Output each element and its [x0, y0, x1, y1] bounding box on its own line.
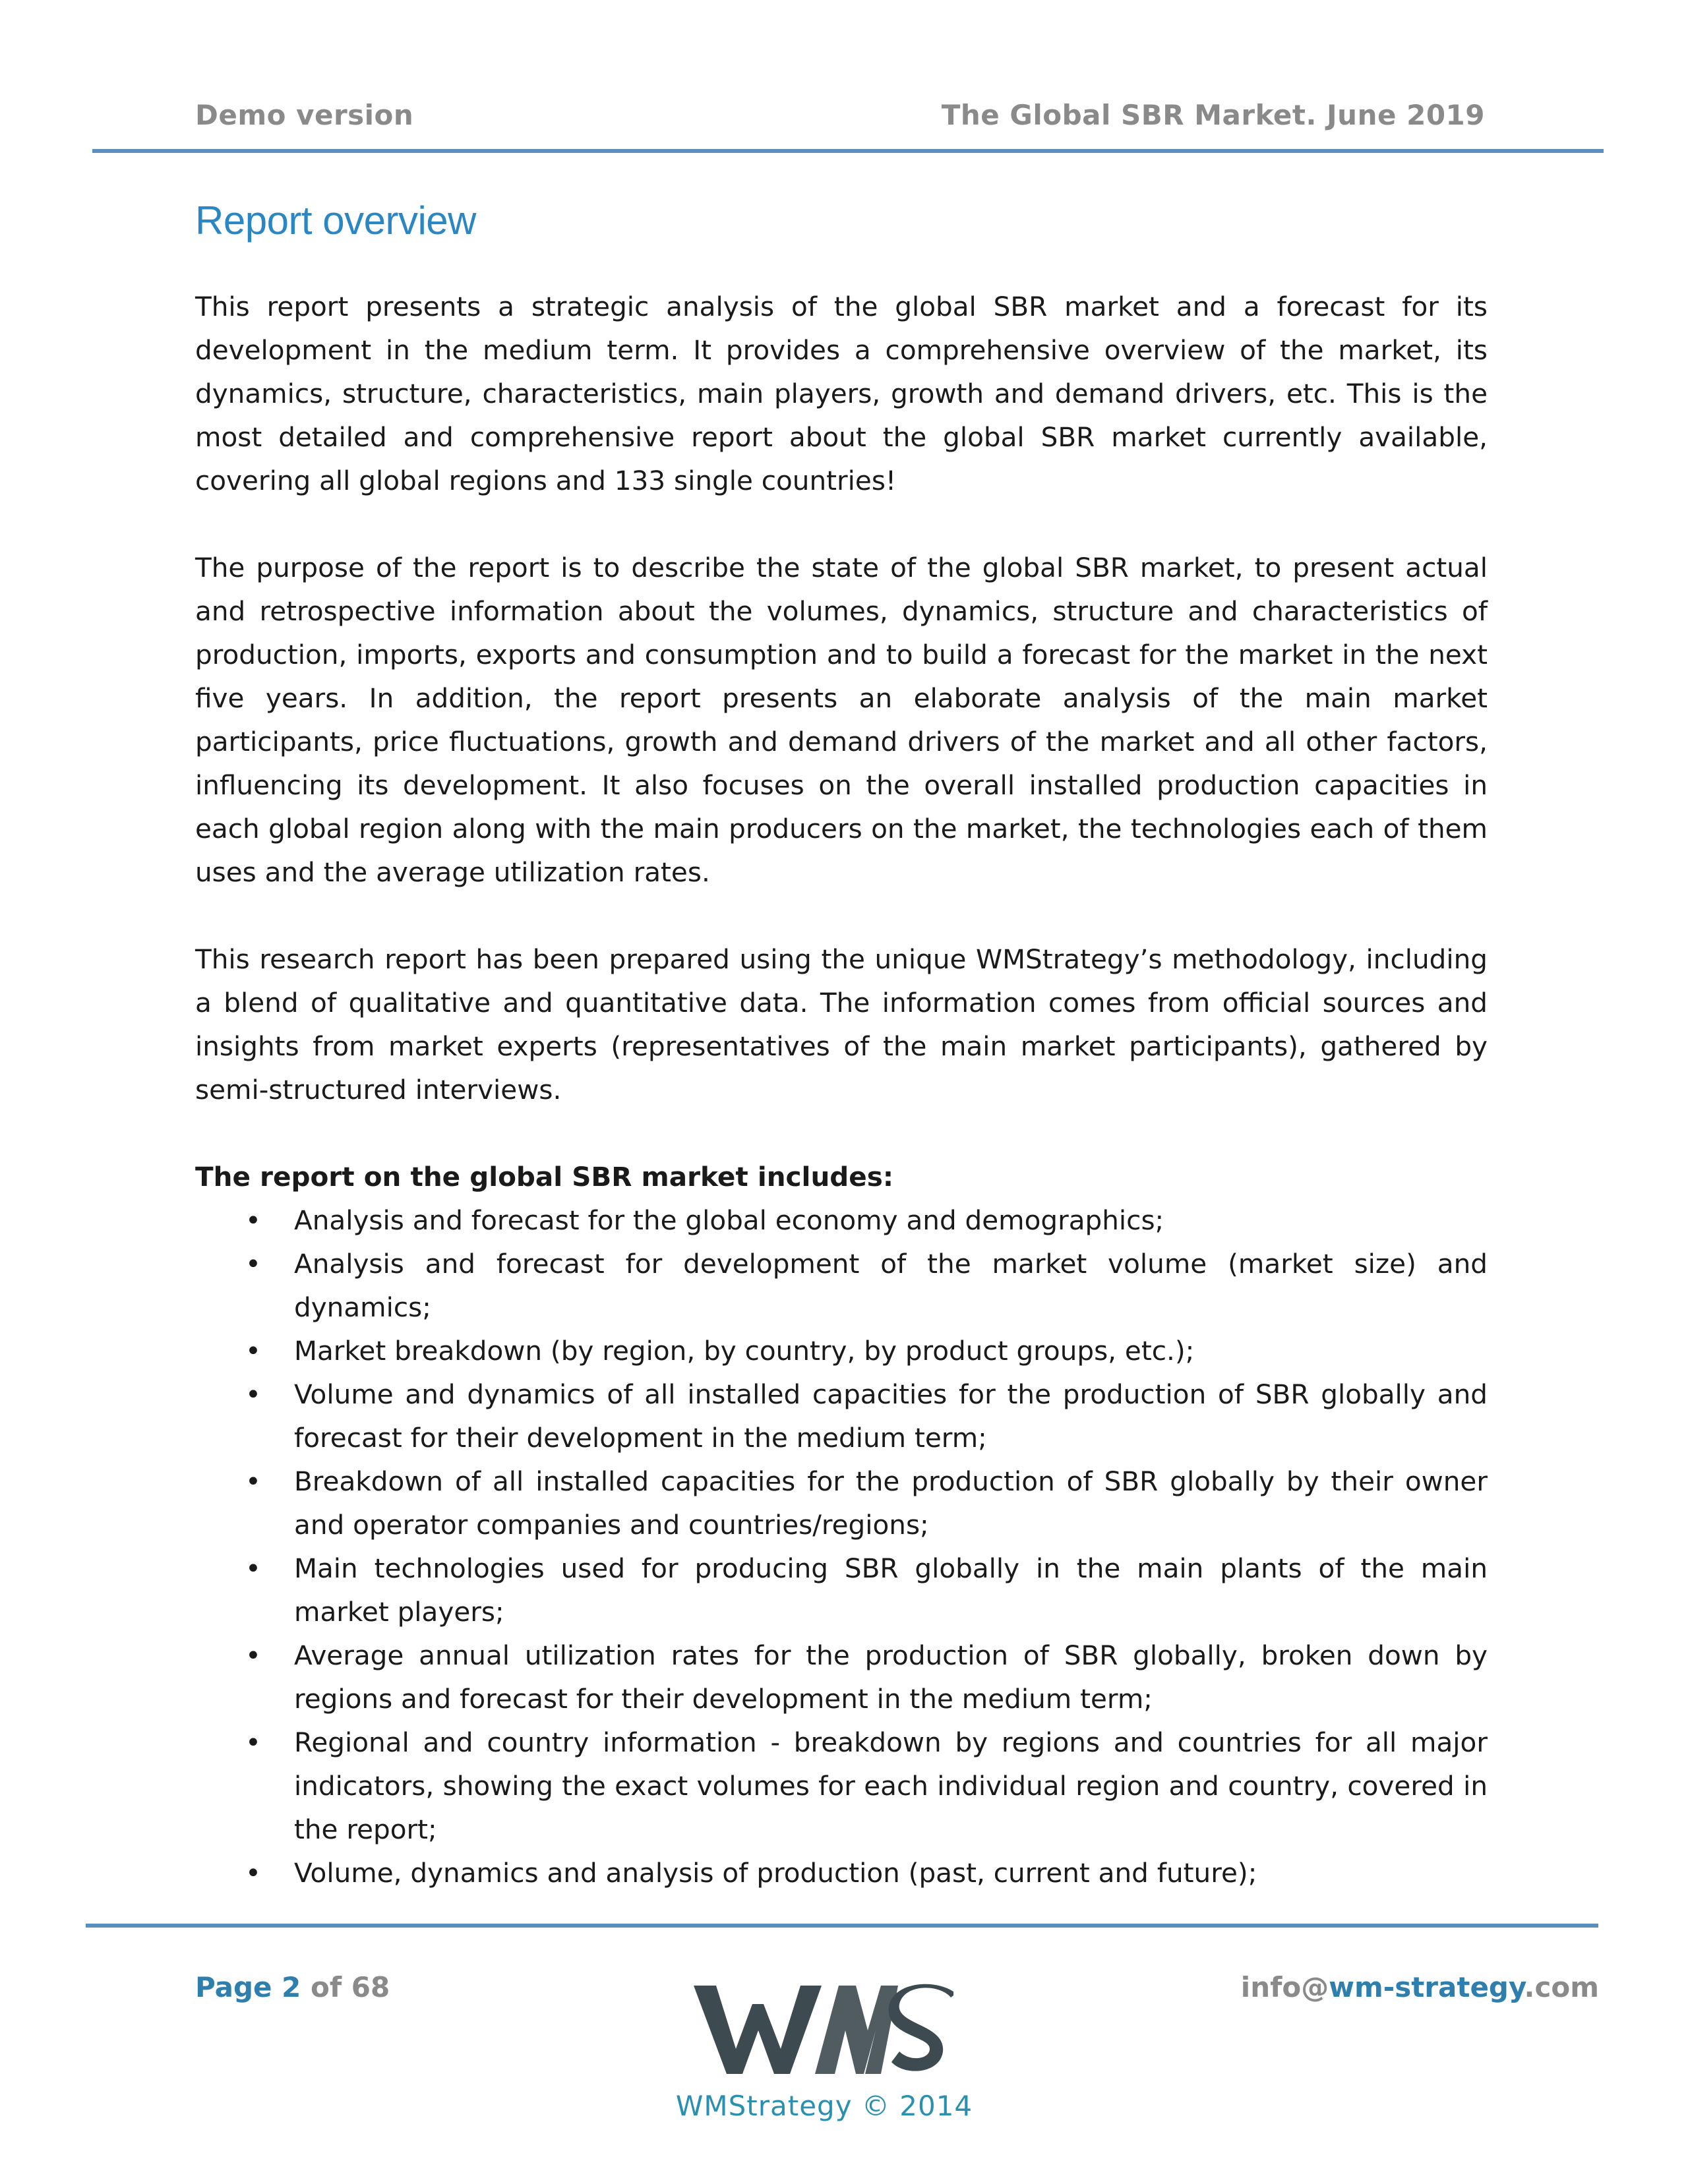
list-item: [195, 1198, 1488, 1242]
page-total: of 68: [301, 1971, 390, 2003]
bullet-icon: •: [245, 1552, 261, 1584]
list-item: [195, 1372, 1488, 1460]
paragraph-intro: This report presents a strategic analysis of the global SBR market and a forecast for its development in the medium term. It provides a comprehensive overview of the market, its dynamics, structure, characteristics, main players, growth and demand drivers, etc. This is the most detailed and comprehensive report about the global SBR market currently available, covering all global regions and 133 single countries!: [195, 291, 1488, 496]
email-suffix: .com: [1524, 1971, 1599, 2003]
list-item: [195, 1329, 1488, 1372]
list-item: [195, 1851, 1488, 1895]
list-item: [195, 1460, 1488, 1547]
paragraph-methodology: This research report has been prepared using the unique WMStrategy’s methodology, including a blend of qualitative and quantitative data. The information comes from official sources and insights from market experts (representatives of the main market participants), gathered by semi-structured interviews.: [195, 943, 1488, 1106]
list-item-text: Market breakdown (by region, by country, by product groups, etc.);: [294, 1335, 1195, 1367]
bullet-icon: •: [245, 1248, 261, 1280]
page-label: Page: [195, 1971, 282, 2003]
header-divider: [92, 149, 1604, 153]
page-indicator: [195, 1971, 390, 2003]
list-item-text: Analysis and forecast for the global economy and demographics;: [294, 1204, 1164, 1236]
bullet-icon: •: [245, 1639, 261, 1671]
list-item-text: Analysis and forecast for development of the market volume (market size) and dynamics;: [294, 1248, 1488, 1323]
footer-divider: [86, 1924, 1598, 1928]
list-item: [195, 1242, 1488, 1329]
list-item: [195, 1721, 1488, 1851]
wms-logo: [690, 1978, 953, 2077]
bullet-icon: •: [245, 1857, 261, 1889]
header-doc-label: Demo version: [195, 99, 414, 131]
header-doc-title: The Global SBR Market. June 2019: [941, 99, 1485, 131]
paragraph-purpose: The purpose of the report is to describe the state of the global SBR market, to present actual and retrospective information about the volumes, dynamics, structure and characteristics of production, imports, exports and consumption and to build a forecast for the market in the next five years. In addition, the report presents an elaborate analysis of the main market participants, price fluctuations, growth and demand drivers of the market and all other factors, influencing its development. It also focuses on the overall installed production capacities in each global region along with the main producers on the market, the technologies each of them uses and the average utilization rates.: [195, 552, 1488, 888]
bullet-icon: •: [245, 1204, 261, 1236]
email-prefix: info@: [1240, 1971, 1329, 2003]
body-content: [195, 285, 1488, 1895]
logo-w-icon: [694, 1986, 822, 2074]
bullet-icon: •: [245, 1727, 261, 1758]
bullet-icon: •: [245, 1378, 261, 1410]
list-item-text: Volume, dynamics and analysis of production (past, current and future);: [294, 1857, 1257, 1889]
list-item-text: Average annual utilization rates for the production of SBR globally, broken down by regions and forecast for their development in the medium term;: [294, 1639, 1488, 1715]
page-number: 2: [282, 1971, 301, 2003]
list-item-text: Breakdown of all installed capacities for the production of SBR globally by their owner and operator companies and countries/regions;: [294, 1465, 1488, 1541]
logo-caption: WMStrategy © 2014: [675, 2090, 973, 2122]
list-item-text: Main technologies used for producing SBR globally in the main plants of the main market players;: [294, 1552, 1488, 1628]
section-title: Report overview: [195, 198, 477, 243]
list-item: [195, 1634, 1488, 1721]
list-item-text: Volume and dynamics of all installed capacities for the production of SBR globally and forecast for their development in the medium term;: [294, 1378, 1488, 1454]
list-item: [195, 1547, 1488, 1634]
contact-email[interactable]: [1241, 1971, 1599, 2003]
logo-m-icon: [815, 1986, 898, 2074]
list-item-text: Regional and country information - breakdown by regions and countries for all major indicators, showing the exact volumes for each individual region and country, covered in the report;: [294, 1727, 1488, 1845]
email-domain: wm-strategy: [1329, 1971, 1524, 2003]
includes-heading: The report on the global SBR market includes:: [195, 1161, 894, 1193]
includes-list: [195, 1198, 1488, 1895]
bullet-icon: •: [245, 1335, 261, 1367]
bullet-icon: •: [245, 1465, 261, 1497]
logo-s-icon: [889, 1984, 953, 2071]
